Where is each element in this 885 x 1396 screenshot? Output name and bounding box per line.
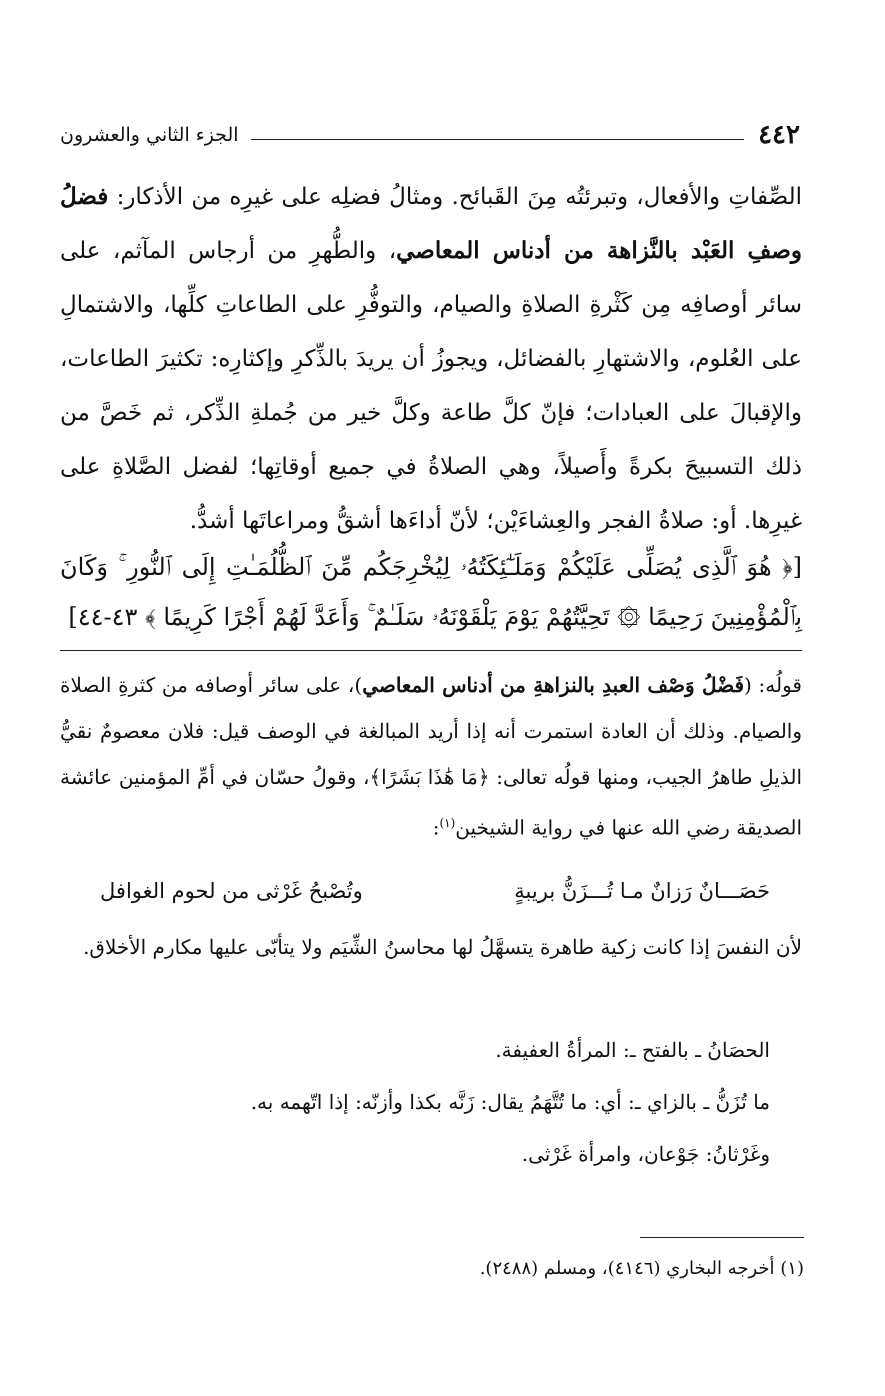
section-divider [60, 650, 802, 651]
poem-verse [100, 866, 770, 916]
quran-verse: [﴿ هُوَ ٱلَّذِى يُصَلِّى عَلَيْكُمْ وَمَلَـٰٓئِكَتُهُۥ لِيُخْرِجَكُم مِّنَ ٱلظُّلُمَـٰتِ إِلَى ٱلنُّورِ ۚ وَكَانَ بِٱلْمُؤْمِنِينَ رَحِيمًا ۞ تَحِيَّتُهُمْ يَوْمَ يَلْقَوْنَهُۥ سَلَـٰمٌ ۚ وَأَعَدَّ لَهُمْ أَجْرًا كَرِيمًا ﴾ ٤٣-٤٤] [60, 553, 802, 631]
header-rule [251, 139, 745, 140]
footnote-rule [640, 1237, 804, 1238]
footnote-marker: (١) [439, 816, 456, 830]
gloss-line: ما تُزَنُّ ـ بالزاي ـ: أي: ما تُتَّهَمُ يقال: زَنَّه بكذا وأزنّه: إذا اتّهمه به. [250, 1090, 770, 1114]
commentary-paragraph-2: لأن النفسَ إذا كانت زكية طاهرة يتسهَّلُ لها محاسنُ الشِّيَم ولا يتأبّى عليها مكارم الأخلاق. [83, 935, 802, 959]
gloss-line: وغَرْثانُ: جَوْعان، وامرأة غَرْثى. [521, 1142, 770, 1166]
page-number: ٤٤٢ [758, 120, 800, 150]
main-text-bold-phrase: فضلُ وصفِ العَبْد بالنَّزاهة من أدناس المعاصي [60, 183, 802, 264]
main-text-part-1: الصِّفاتِ والأفعال، وتبرئتُه مِنَ القَبائح. ومثالُ فضلِه على غيرِه من الأذكار: [108, 184, 802, 210]
poem-hemistich-1: حَصَـــانٌ رَزانٌ مـا تُـــزَنُّ بريبةٍ [514, 879, 770, 903]
running-title: الجزء الثاني والعشرون [60, 124, 239, 146]
commentary-paragraph [60, 662, 802, 851]
main-text [60, 170, 802, 548]
main-text-part-2: ، والطُّهرِ من أرجاس المآثم، على سائر أوصافِه مِن كَثْرةِ الصلاةِ والصيام، والتوفُّرِ على الطاعاتِ كلِّها، والاشتمالِ على العُلوم، والاشتهارِ بالفضائل، ويجوزُ أن يريدَ بالذِّكرِ وإكثارِه: تكثيرَ الطاعات، والإقبالَ على العبادات؛ فإنّ كلَّ طاعة وكلَّ خير من جُملةِ الذِّكر، ثم خَصَّ من ذلك التسبيحَ بكرةً وأَصيلاً، وهي الصلاةُ في جميع أوقاتِها؛ لفضل الصَّلاةِ على غيرِها. أو: صلاةُ الفجر والعِشاءَيْن؛ لأنّ أداءَها أشقُّ ومراعاتَها أشدُّ. [60, 238, 802, 534]
footnote: (١) أخرجه البخاري (٤١٤٦)، ومسلم (٢٤٨٨). [479, 1258, 804, 1279]
page-header [60, 118, 800, 152]
gloss-line: الحصَانُ ـ بالفتح ـ: المرأةُ العفيفة. [495, 1038, 770, 1062]
commentary-colon: : [432, 815, 440, 840]
commentary-intro: قولُه: ( [744, 673, 802, 697]
poem-hemistich-2: وتُصْبحُ غَرْثى من لحوم الغوافل [100, 879, 363, 903]
commentary-quote: فَضْلُ وَصْف العبدِ بالنزاهةِ من أدناس المعاصي [362, 673, 745, 697]
commentary-body: )، على سائر أوصافه من كثرةِ الصلاة والصيام. وذلك أن العادة استمرت أنه إذا أريد المبالغة في الوصف قيل: فلان معصومٌ نقيُّ الذيلِ طاهرُ الجيب، ومنها قولُه تعالى: ﴿مَا هَٰذَا بَشَرًا﴾، وقولُ حسّان في أمِّ المؤمنين عائشة الصديقة رضي الله عنها في رواية الشيخين [60, 673, 802, 840]
